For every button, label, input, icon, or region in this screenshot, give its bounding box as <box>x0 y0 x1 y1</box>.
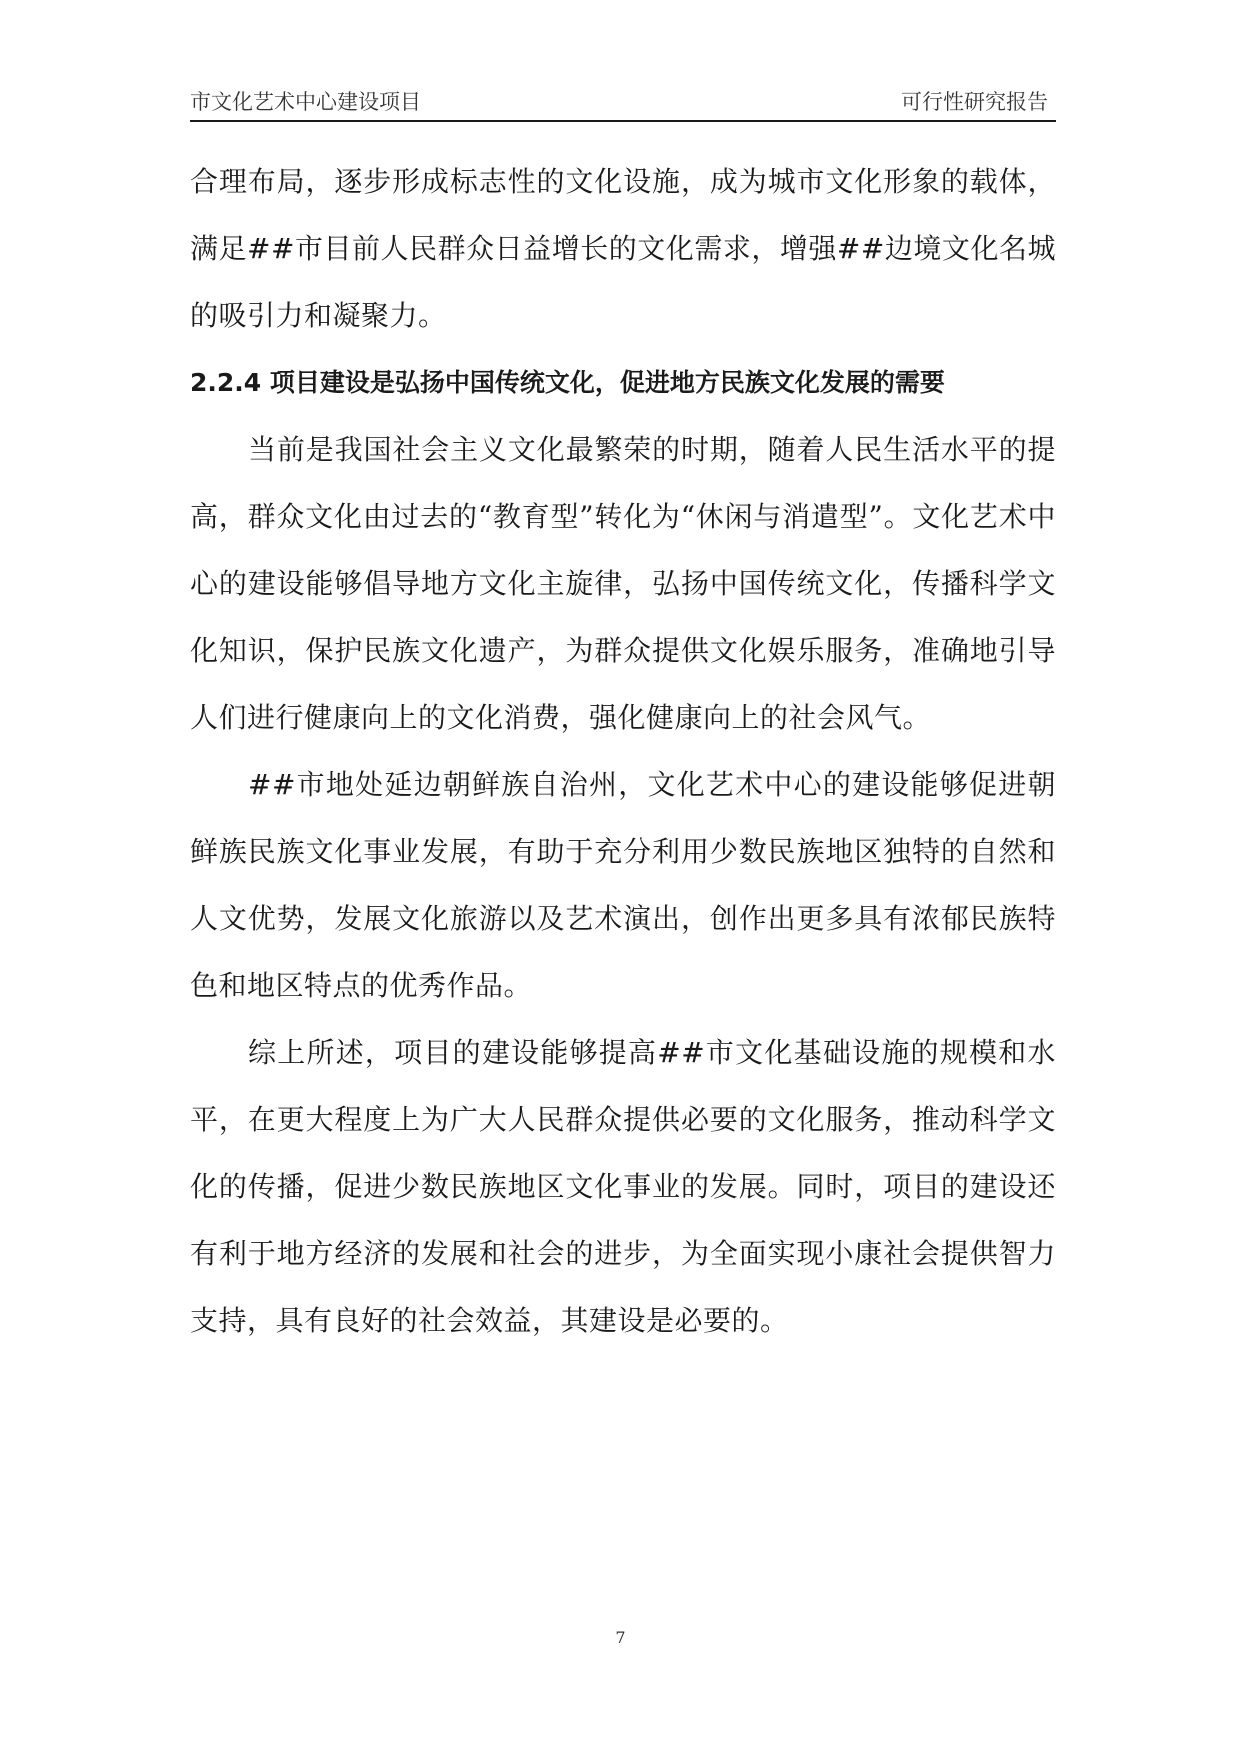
paragraph-culture-prosperity: 当前是我国社会主义文化最繁荣的时期，随着人民生活水平的提高，群众文化由过去的“教育型”转化为“休闲与消遣型”。文化艺术中心的建设能够倡导地方文化主旋律，弘扬中国传统文化，传播科学文化知识，保护民族文化遗产，为群众提供文化娱乐服务，准确地引导人们进行健康向上的文化消费，强化健康向上的社会风气。 <box>190 433 1056 734</box>
paragraph-continued: 合理布局，逐步形成标志性的文化设施，成为城市文化形象的载体，满足##市目前人民群众日益增长的文化需求，增强##边境文化名城的吸引力和凝聚力。 <box>190 165 1056 332</box>
paragraph-ethnic-culture: ##市地处延边朝鲜族自治州，文化艺术中心的建设能够促进朝鲜族民族文化事业发展，有助于充分利用少数民族地区独特的自然和人文优势，发展文化旅游以及艺术演出，创作出更多具有浓郁民族特色和地区特点的优秀作品。 <box>190 768 1056 1002</box>
page-header <box>190 86 1056 122</box>
paragraph-summary: 综上所述，项目的建设能够提高##市文化基础设施的规模和水平，在更大程度上为广大人民群众提供必要的文化服务，推动科学文化的传播，促进少数民族地区文化事业的发展。同时，项目的建设还有利于地方经济的发展和社会的进步，为全面实现小康社会提供智力支持，具有良好的社会效益，其建设是必要的。 <box>190 1036 1056 1337</box>
header-report-type: 可行性研究报告 <box>901 90 1048 114</box>
section-heading: 2.2.4 项目建设是弘扬中国传统文化，促进地方民族文化发展的需要 <box>190 368 945 397</box>
document-body <box>190 148 1056 1354</box>
header-document-title: 市文化艺术中心建设项目 <box>190 90 421 114</box>
page-number: 7 <box>615 1628 626 1647</box>
